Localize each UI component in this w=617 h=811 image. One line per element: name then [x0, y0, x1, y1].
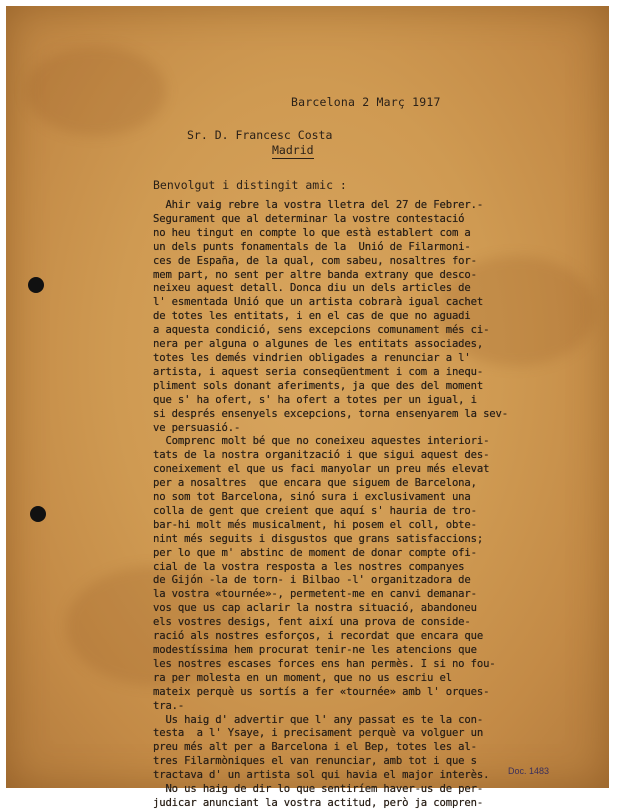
body-line: de Gijón -la de torn- i Bilbao -l' organitzadora de [153, 574, 471, 587]
body-line: per a nosaltres que encara que siguem de Barcelona, [153, 477, 477, 490]
body-line: ra per molesta en un moment, que no us escriu el [153, 671, 452, 684]
body-line: mem part, no sent per altre banda extrany que desco- [153, 268, 477, 281]
body-line: Segurament que al determinar la vostre contestació [153, 212, 465, 225]
body-line: artista, i aquest seria conseqüentment i com a inequ- [153, 365, 484, 378]
body-line: per lo que m' abstinc de moment de donar compte ofi- [153, 546, 477, 559]
body-line: un dels punts fonamentals de la Unió de Filarmoni- [153, 240, 471, 253]
body-line: mateix perquè us sortís a fer «tournée» amb l' orques- [153, 685, 490, 698]
body-line: bar-hi molt més musicalment, hi posem el coll, obte- [153, 518, 477, 531]
letter-city: Madrid [272, 143, 314, 157]
body-line: si després ensenyels excepcions, torna ensenyarem la sev- [153, 407, 508, 420]
body-line: tractava d' un artista sol qui havia el major interès. [153, 769, 490, 782]
body-line: neixeu aquest detall. Donca diu un dels articles de [153, 282, 471, 295]
body-line: nint més seguits i disgustos que grans satisfaccions; [153, 532, 484, 545]
body-line: cial de la vostra resposta a les nostres companyes [153, 560, 465, 573]
body-line: ració als nostres esforços, i recordat que encara que [153, 630, 484, 643]
body-line: els vostres desigs, fent així una prova de conside- [153, 616, 471, 629]
body-line: l' esmentada Unió que un artista cobrarà igual cachet [153, 296, 484, 309]
letter-date: Barcelona 2 Març 1917 [291, 95, 441, 109]
body-line: les nostres escases forces ens han permès. I si no fou- [153, 657, 496, 670]
body-line: ve persuasió.- [153, 421, 241, 434]
body-line: ces de España, de la qual, com sabeu, nosaltres for- [153, 254, 477, 267]
paper-stain [26, 46, 166, 136]
letter-salutation: Benvolgut i distingit amic : [153, 178, 347, 192]
body-line: Us haig d' advertir que l' any passat es te la con- [153, 713, 484, 726]
body-line: No us haig de dir lo que sentiríem haver-us de per- [153, 783, 484, 796]
body-line: Ahir vaig rebre la vostra lletra del 27 de Febrer.- [153, 199, 484, 211]
body-line: judicar anunciant la vostra actitud, però ja compren- [153, 796, 484, 809]
archive-reference-stamp: Doc. 1483 [508, 766, 550, 776]
body-line: la vostra «tournée»-, permetent-me en canvi demanar- [153, 588, 477, 601]
letter-addressee: Sr. D. Francesc Costa [187, 128, 333, 142]
body-line: totes les demés vindrien obligades a renunciar a l' [153, 351, 471, 364]
body-line: a aquesta condició, sens excepcions comunament més ci- [153, 324, 490, 337]
body-line: coneixement el que us faci manyolar un preu més elevat [153, 463, 490, 476]
body-line: modestíssima hem procurat tenir-ne les atencions que [153, 644, 477, 656]
letter-body [153, 199, 548, 811]
body-line: tra.- [153, 699, 185, 712]
body-line: pliment sols donant aferiments, ja que des del moment [153, 379, 484, 392]
body-line: preu més alt per a Barcelona i el Bep, totes les al- [153, 741, 477, 754]
punch-hole [28, 277, 44, 293]
punch-hole [30, 506, 46, 522]
body-line: nera per alguna o algunes de les entitats associades, [153, 338, 484, 351]
body-line: tats de la nostra organització i que sigui aquest des- [153, 449, 490, 462]
body-line: colla de gent que creient que aquí s' hauria de tro- [153, 504, 477, 517]
body-line: que s' ha ofert, s' ha ofert a totes per un igual, i [153, 393, 477, 406]
body-line: vos que us cap aclarir la nostra situació, abandoneu [153, 602, 477, 615]
body-line: tres Filarmòniques el van renunciar, amb tot i que s [153, 755, 477, 768]
body-line: no heu tingut en compte lo que està establert com a [153, 226, 471, 239]
body-line: Comprenc molt bé que no coneixeu aquestes interiori- [153, 435, 490, 448]
body-line: de totes les entitats, i en el cas de que no aguadi [153, 310, 471, 323]
letter-page [6, 6, 609, 809]
body-line: testa a l' Ysaye, i precisament perquè va volguer un [153, 727, 484, 740]
body-line: no som tot Barcelona, sinó sura i exclusivament una [153, 491, 471, 504]
